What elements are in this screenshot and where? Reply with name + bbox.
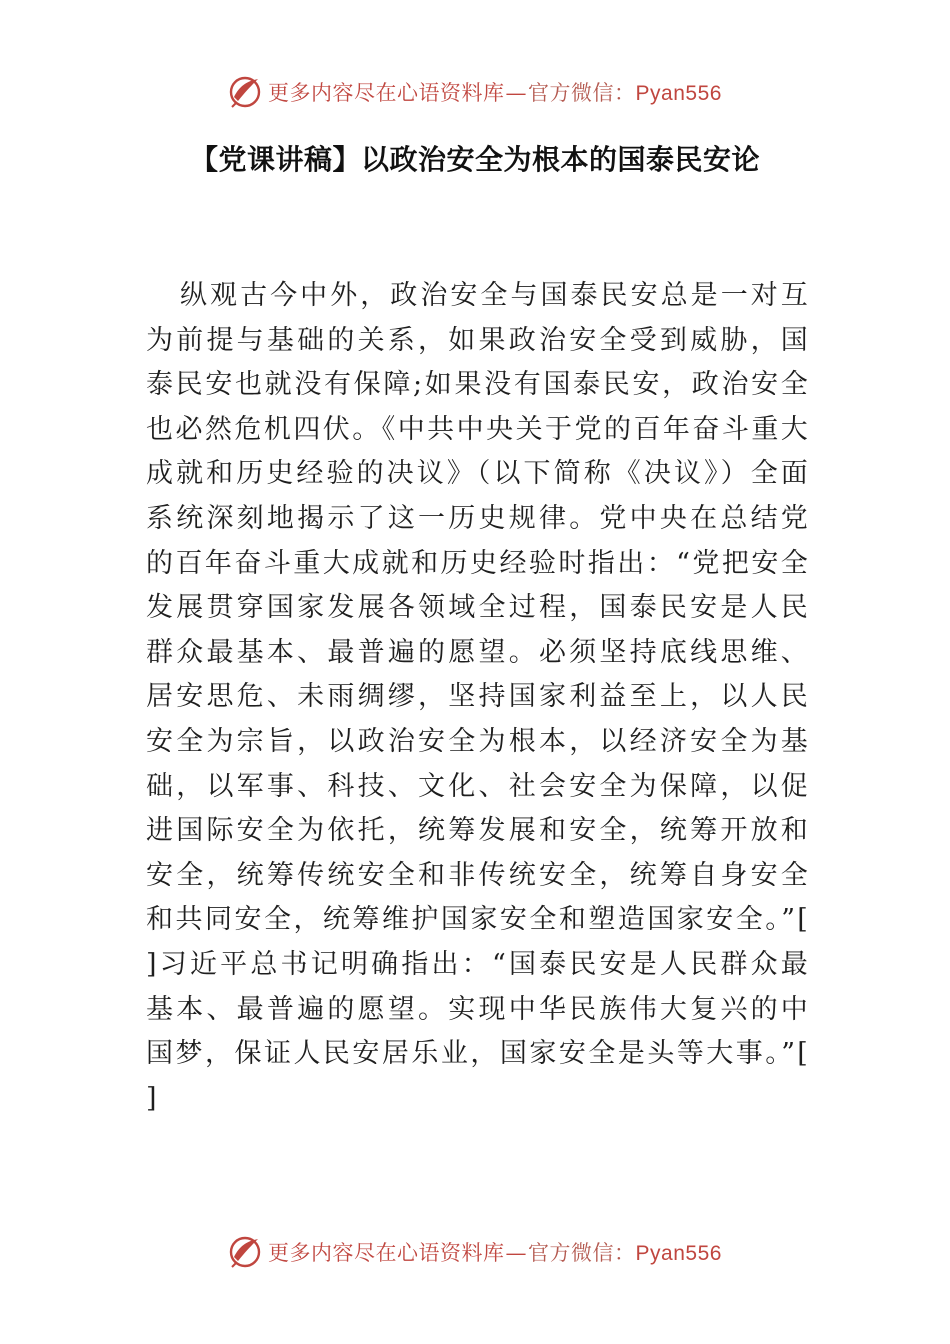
quill-logo-icon <box>228 75 262 109</box>
header-banner <box>0 72 950 112</box>
header-site-label: 更多内容尽在心语资料库 <box>268 81 505 105</box>
footer-banner <box>0 1232 950 1272</box>
footer-banner-text <box>268 1237 722 1267</box>
body-paragraph: 纵观古今中外，政治安全与国泰民安总是一对互为前提与基础的关系，如果政治安全受到威胁，国泰民安也就没有保障;如果没有国泰民安，政治安全也必然危机四伏。《中共中央关于党的百年奋斗重大成就和历史经验的决议》（以下简称《决议》）全面系统深刻地揭示了这一历史规律。党中央在总结党的百年奋斗重大成就和历史经验时指出：“党把安全发展贯穿国家发展各领域全过程，国泰民安是人民群众最基本、最普遍的愿望。必须坚持底线思维、居安思危、未雨绸缪，坚持国家利益至上，以人民安全为宗旨，以政治安全为根本，以经济安全为基础，以军事、科技、文化、社会安全为保障，以促进国际安全为依托，统筹发展和安全，统筹开放和安全，统筹传统安全和非传统安全，统筹自身安全和共同安全，统筹维护国家安全和塑造国家安全。”[ ]习近平总书记明确指出：“国泰民安是人民群众最基本、最普遍的愿望。实现中华民族伟大复兴的中国梦，保证人民安居乐业，国家安全是头等大事。”[ ] <box>146 280 810 1114</box>
footer-wechat-id: Pyan556 <box>635 1242 722 1265</box>
document-title: 【党课讲稿】以政治安全为根本的国泰民安论 <box>189 143 760 176</box>
header-separator: — <box>505 81 528 105</box>
header-wechat-id: Pyan556 <box>635 82 722 105</box>
quill-logo-icon <box>228 1235 262 1269</box>
header-banner-text <box>268 77 722 107</box>
footer-site-label: 更多内容尽在心语资料库 <box>268 1241 505 1265</box>
header-wechat-label: 官方微信： <box>528 81 636 105</box>
footer-separator: — <box>505 1241 528 1265</box>
footer-wechat-label: 官方微信： <box>528 1241 636 1265</box>
